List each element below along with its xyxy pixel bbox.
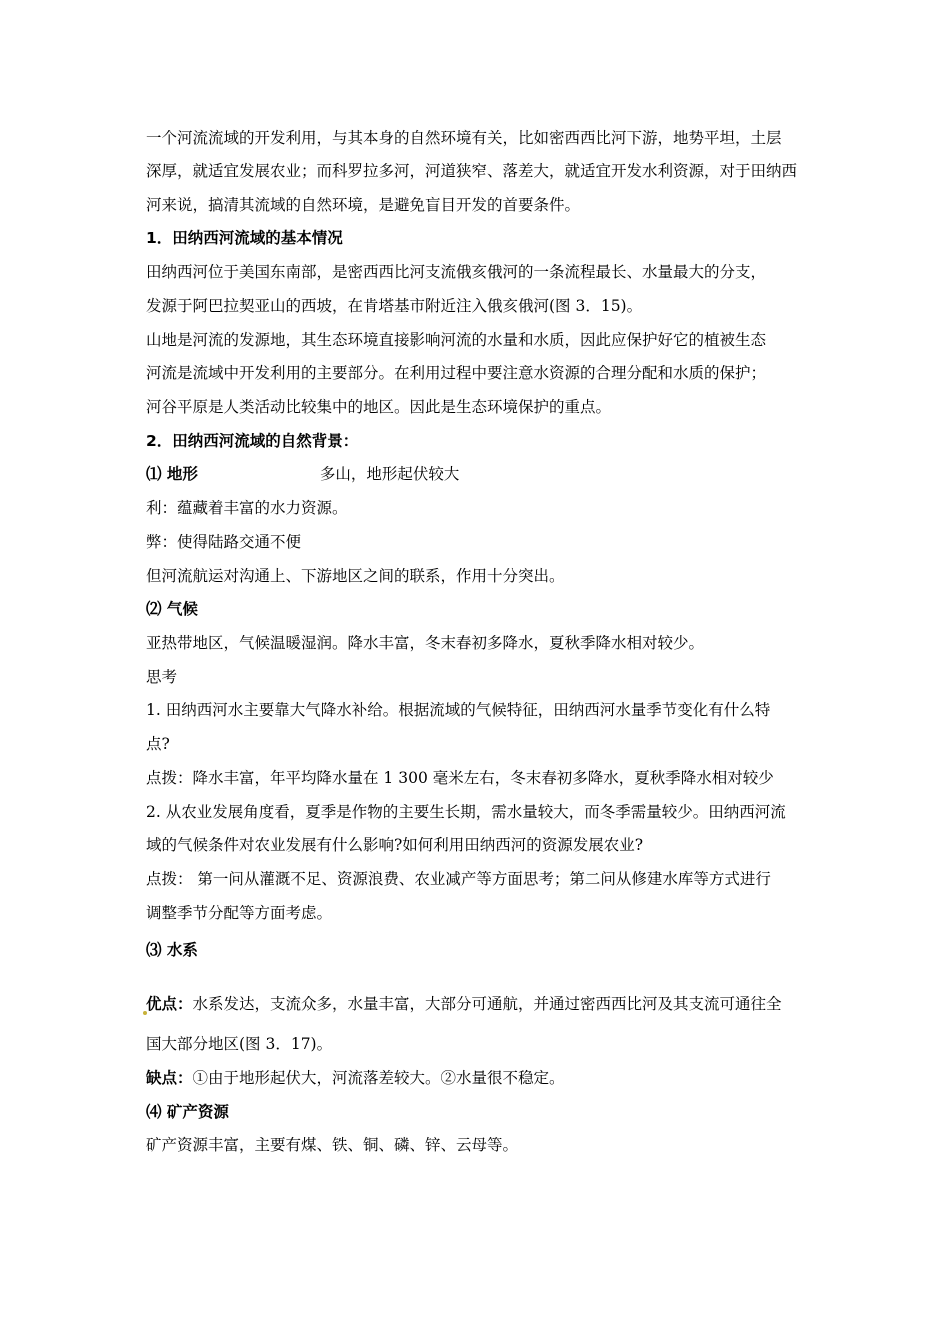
- answer-1: 点拨：降水丰富，年平均降水量在 1 300 毫米左右，冬末春初多降水，夏秋季降水相对较少: [146, 769, 774, 787]
- intro-line-3: 河来说，搞清其流域的自然环境，是避免盲目开发的首要条件。: [146, 196, 581, 214]
- basic-line-4: 河流是流域中开发利用的主要部分。在利用过程中要注意水资源的合理分配和水质的保护；: [146, 364, 767, 382]
- water-disadvantage-label: 缺点：: [146, 1069, 193, 1087]
- intro-line-1: 一个河流流域的开发利用，与其本身的自然环境有关，比如密西西比河下游，地势平坦，土层: [146, 129, 782, 147]
- section-heading-basic: 1．田纳西河流域的基本情况: [146, 229, 343, 247]
- water-disadvantage-text: ①由于地形起伏大，河流落差较大。②水量很不稳定。: [192, 1069, 565, 1087]
- terrain-advantage: 利：蕴藏着丰富的水力资源。: [146, 499, 348, 517]
- water-advantage-line-1: [146, 993, 811, 1015]
- think-label: 思考: [146, 668, 178, 686]
- mineral-description: 矿产资源丰富，主要有煤、铁、铜、磷、锌、云母等。: [146, 1136, 519, 1154]
- terrain-line: [146, 463, 811, 485]
- water-advantage-text: 水系发达，支流众多，水量丰富，大部分可通航，并通过密西西比河及其支流可通往全: [192, 995, 782, 1013]
- answer-2-line-1: 点拨： 第一问从灌溉不足、资源浪费、农业减产等方面思考；第二问从修建水库等方式进行: [146, 870, 771, 888]
- basic-line-3: 山地是河流的发源地，其生态环境直接影响河流的水量和水质，因此应保护好它的植被生态: [146, 331, 767, 349]
- water-advantage-label: 优点：: [146, 995, 193, 1013]
- question-1-line-2: 点?: [146, 735, 170, 753]
- basic-line-2: 发源于阿巴拉契亚山的西坡，在肯塔基市附近注入俄亥俄河(图 3．15)。: [146, 297, 643, 315]
- question-2-line-1: 2. 从农业发展角度看，夏季是作物的主要生长期，需水量较大，而冬季需量较少。田纳西河流: [146, 803, 786, 821]
- question-1-line-1: 1. 田纳西河水主要靠大气降水补给。根据流域的气候特征，田纳西河水量季节变化有什么特: [146, 701, 771, 719]
- section-heading-background: 2．田纳西河流域的自然背景：: [146, 432, 359, 450]
- terrain-note: 但河流航运对沟通上、下游地区之间的联系，作用十分突出。: [146, 567, 565, 585]
- climate-description: 亚热带地区，气候温暖湿润。降水丰富，冬末春初多降水，夏秋季降水相对较少。: [146, 634, 705, 652]
- question-2-line-2: 域的气候条件对农业发展有什么影响?如何利用田纳西河的资源发展农业?: [146, 836, 644, 854]
- basic-line-1: 田纳西河位于美国东南部，是密西西比河支流俄亥俄河的一条流程最长、水量最大的分支，: [146, 263, 767, 281]
- basic-line-5: 河谷平原是人类活动比较集中的地区。因此是生态环境保护的重点。: [146, 398, 612, 416]
- answer-2-line-2: 调整季节分配等方面考虑。: [146, 904, 333, 922]
- terrain-title: ⑴ 地形: [146, 465, 198, 483]
- water-disadvantage-line: [146, 1067, 811, 1089]
- climate-title: ⑵ 气候: [146, 600, 198, 618]
- terrain-disadvantage: 弊：使得陆路交通不便: [146, 533, 302, 551]
- mineral-title: ⑷ 矿产资源: [146, 1103, 229, 1121]
- intro-line-2: 深厚，就适宜发展农业；而科罗拉多河，河道狭窄、落差大，就适宜开发水利资源，对于田纳西: [146, 162, 798, 180]
- water-advantage-line-2: 国大部分地区(图 3．17)。: [146, 1035, 333, 1053]
- water-system-title: ⑶ 水系: [146, 941, 198, 959]
- terrain-description: 多山，地形起伏较大: [319, 465, 460, 483]
